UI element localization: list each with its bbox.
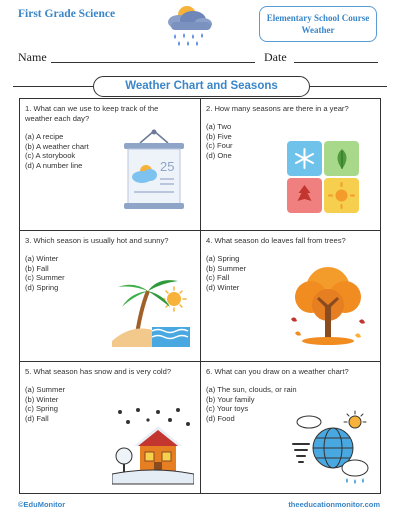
autumn-tree-icon xyxy=(285,261,371,351)
weather-chart-icon xyxy=(118,129,190,215)
four-seasons-icon xyxy=(287,141,359,213)
answer-options xyxy=(25,254,65,292)
option-a[interactable]: (a) Winter xyxy=(25,254,59,263)
option-b[interactable]: (b) Your family xyxy=(206,394,255,404)
question-cell-4 xyxy=(201,231,381,362)
question-cell-3 xyxy=(20,231,200,362)
option-b[interactable]: (b) Fall xyxy=(25,263,49,273)
answer-options xyxy=(25,385,65,423)
option-d[interactable]: (d) Spring xyxy=(25,282,59,292)
question-text: 5. What season has snow and is very cold? xyxy=(25,367,172,376)
title-rule-left xyxy=(13,86,93,87)
option-d[interactable]: (d) Winter xyxy=(206,282,240,292)
rain-cloud-icon xyxy=(157,2,215,48)
course-topic: Weather xyxy=(301,25,335,35)
option-c[interactable]: (c) Four xyxy=(206,141,233,151)
question-text: 3. Which season is usually hot and sunny? xyxy=(25,236,169,245)
summer-beach-icon xyxy=(112,269,190,347)
worksheet-title: Weather Chart and Seasons xyxy=(93,76,310,97)
date-field[interactable] xyxy=(294,62,378,63)
name-field[interactable] xyxy=(51,62,255,63)
option-d[interactable]: (d) Fall xyxy=(25,413,49,423)
option-c[interactable]: (c) Fall xyxy=(206,273,230,283)
date-label: Date xyxy=(264,50,287,64)
snowy-house-icon xyxy=(112,406,194,488)
option-c[interactable]: (c) Spring xyxy=(25,404,58,414)
answer-options xyxy=(206,385,297,423)
option-a[interactable]: (a) Two xyxy=(206,122,232,131)
question-cell-1 xyxy=(20,99,200,230)
course-name: Elementary School Course xyxy=(266,13,370,23)
option-d[interactable]: (d) One xyxy=(206,150,232,160)
question-text: 6. What can you draw on a weather chart? xyxy=(206,367,349,376)
option-c[interactable]: (c) Summer xyxy=(25,273,65,283)
answer-options xyxy=(206,254,246,292)
footer-brand: ©EduMonitor xyxy=(18,500,66,509)
option-a[interactable]: (a) Spring xyxy=(206,254,240,263)
option-a[interactable]: (a) The sun, clouds, or rain xyxy=(206,385,297,394)
question-text: 1. What can we use to keep track of the weather each day? xyxy=(25,104,159,123)
option-d[interactable]: (d) Food xyxy=(206,413,235,423)
option-c[interactable]: (c) Your toys xyxy=(206,404,249,414)
option-b[interactable]: (b) A weather chart xyxy=(25,141,89,151)
question-text: 2. How many seasons are there in a year? xyxy=(206,104,349,113)
answer-options xyxy=(25,132,89,170)
question-cell-5 xyxy=(20,362,200,493)
course-box xyxy=(259,6,377,42)
title-rule-right xyxy=(310,86,387,87)
option-c[interactable]: (c) A storybook xyxy=(25,151,76,161)
question-cell-2 xyxy=(201,99,381,230)
subject-title: First Grade Science xyxy=(18,8,116,20)
chart-day-number: 25 xyxy=(160,159,175,174)
option-b[interactable]: (b) Five xyxy=(206,131,232,141)
weather-globe-icon xyxy=(287,408,371,488)
option-a[interactable]: (a) Summer xyxy=(25,385,66,394)
name-label: Name xyxy=(18,50,47,64)
footer-url[interactable]: theeducationmonitor.com xyxy=(288,500,380,509)
option-a[interactable]: (a) A recipe xyxy=(25,132,64,141)
option-b[interactable]: (b) Summer xyxy=(206,263,247,273)
option-d[interactable]: (d) A number line xyxy=(25,160,83,170)
question-grid xyxy=(19,98,381,494)
name-date-row xyxy=(18,50,378,66)
question-text: 4. What season do leaves fall from trees? xyxy=(206,236,346,245)
question-cell-6 xyxy=(201,362,381,493)
answer-options xyxy=(206,122,233,160)
option-b[interactable]: (b) Winter xyxy=(25,394,59,404)
